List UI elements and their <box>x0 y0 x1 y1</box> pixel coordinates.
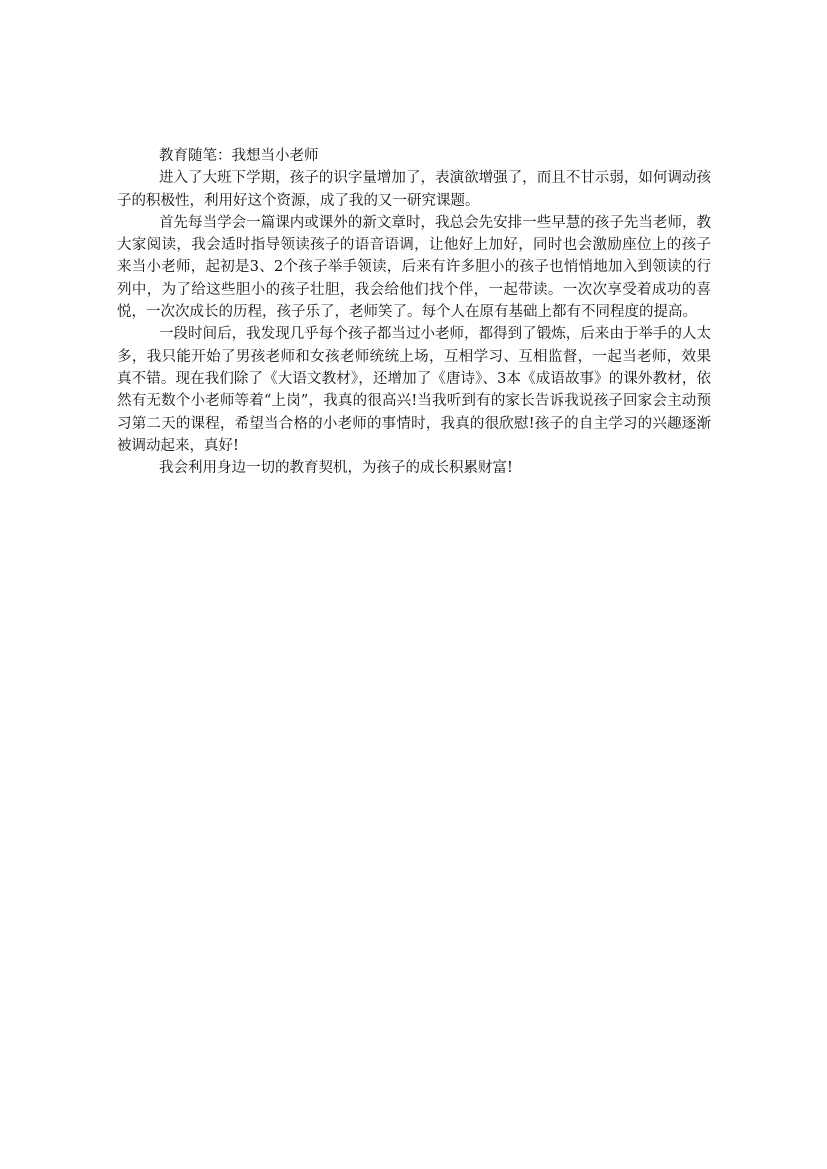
paragraph-1: 进入了大班下学期，孩子的识字量增加了，表演欲增强了，而且不甘示弱，如何调动孩子的积极性，利用好这个资源，成了我的又一研究课题。 <box>117 170 711 209</box>
paragraph-2: 首先每当学会一篇课内或课外的新文章时，我总会先安排一些早慧的孩子先当老师，教大家阅读，我会适时指导领读孩子的语音语调，让他好上加好，同时也会激励座位上的孩子来当小老师，起初是3、2个孩子举手领读，后来有许多胆小的孩子也悄悄地加入到领读的行列中，为了给这些胆小的孩子壮胆，我会给他们找个伴，一起带读。一次次享受着成功的喜悦，一次次成长的历程，孩子乐了，老师笑了。每个人在原有基础上都有不同程度的提高。 <box>117 214 711 321</box>
document-page <box>117 145 711 479</box>
paragraph-3: 一段时间后，我发现几乎每个孩子都当过小老师，都得到了锻炼，后来由于举手的人太多，我只能开始了男孩老师和女孩老师统统上场，互相学习、互相监督，一起当老师，效果真不错。现在我们除了《大语文教材》，还增加了《唐诗》、3本《成语故事》的课外教材，依然有无数个小老师等着“上岗”，我真的很高兴!当我听到有的家长告诉我说孩子回家会主动预习第二天的课程，希望当合格的小老师的事情时，我真的很欣慰!孩子的自主学习的兴趣逐渐被调动起来，真好! <box>117 326 711 454</box>
document-title: 教育随笔：我想当小老师 <box>159 148 319 164</box>
paragraph-4: 我会利用身边一切的教育契机，为孩子的成长积累财富! <box>159 460 513 477</box>
